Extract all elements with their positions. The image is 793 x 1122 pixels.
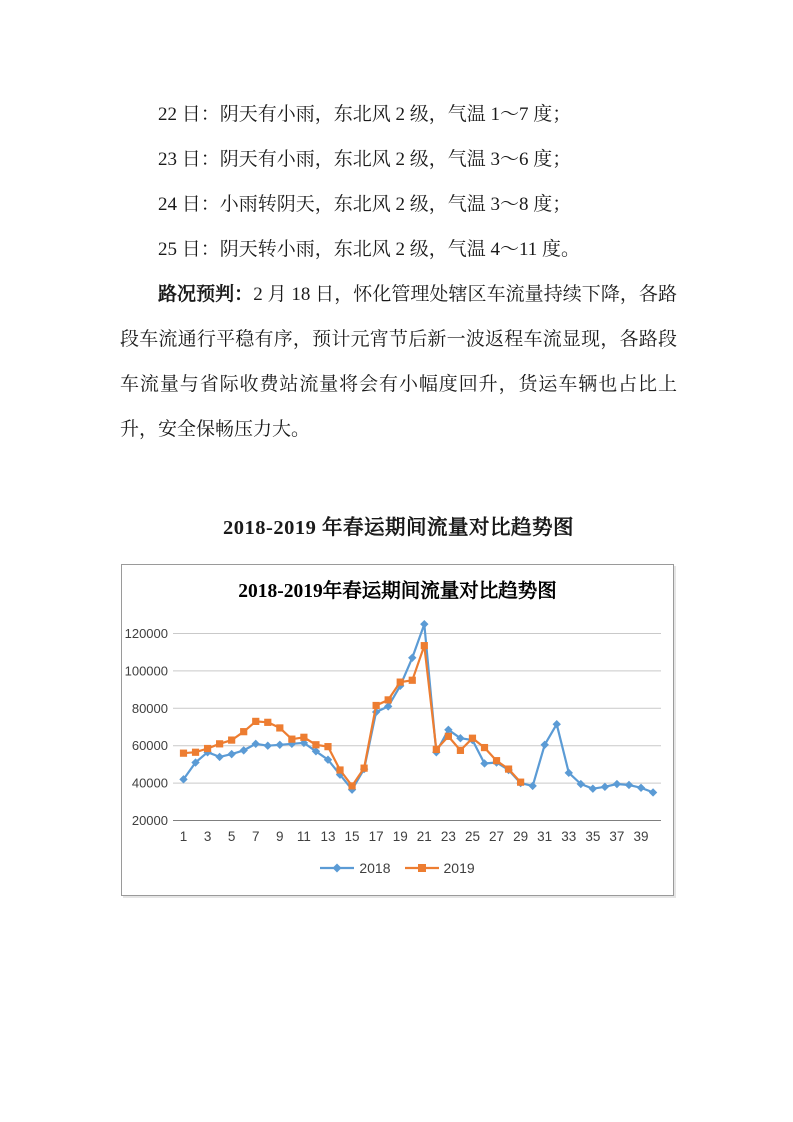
data-point-marker xyxy=(216,740,223,747)
data-point-marker xyxy=(589,785,597,793)
svg-text:13: 13 xyxy=(320,829,336,844)
data-point-marker xyxy=(409,677,416,684)
data-point-marker xyxy=(204,745,211,752)
svg-text:100000: 100000 xyxy=(124,663,168,679)
data-point-marker xyxy=(517,779,524,786)
data-point-marker xyxy=(373,702,380,709)
data-point-marker xyxy=(421,642,428,649)
svg-text:60000: 60000 xyxy=(131,738,168,754)
data-point-marker xyxy=(276,741,284,749)
data-point-marker xyxy=(385,696,392,703)
data-point-marker xyxy=(505,765,512,772)
data-point-marker xyxy=(252,718,259,725)
svg-text:19: 19 xyxy=(392,829,408,844)
data-point-marker xyxy=(192,749,199,756)
svg-text:5: 5 xyxy=(227,829,236,844)
diamond-legend-marker-icon xyxy=(320,862,354,874)
forecast-label: 路况预判： xyxy=(158,284,254,305)
svg-text:1: 1 xyxy=(179,829,188,844)
data-point-marker xyxy=(300,734,307,741)
svg-text:23: 23 xyxy=(440,829,456,844)
data-point-marker xyxy=(480,759,488,767)
svg-text:37: 37 xyxy=(609,829,625,844)
svg-text:3: 3 xyxy=(203,829,212,844)
data-point-marker xyxy=(276,724,283,731)
weather-line-24: 24 日：小雨转阴天，东北风 2 级，气温 3～8 度； xyxy=(158,194,572,215)
svg-text:11: 11 xyxy=(296,829,311,844)
data-point-marker xyxy=(361,765,368,772)
svg-text:39: 39 xyxy=(633,829,649,844)
legend-item-2018 xyxy=(320,860,390,876)
chart-legend xyxy=(122,860,673,876)
data-point-marker xyxy=(252,740,260,748)
svg-text:120000: 120000 xyxy=(124,626,168,641)
flow-comparison-chart xyxy=(121,564,674,896)
data-point-marker xyxy=(445,733,452,740)
gridlines xyxy=(173,634,661,821)
svg-text:15: 15 xyxy=(344,829,360,844)
legend-label: 2019 xyxy=(443,860,475,876)
data-point-marker xyxy=(227,750,235,758)
svg-text:20000: 20000 xyxy=(131,813,168,828)
data-point-marker xyxy=(457,747,464,754)
series-2019 xyxy=(180,642,524,789)
data-point-marker xyxy=(625,781,633,789)
svg-text:80000: 80000 xyxy=(131,700,168,716)
weather-line-22: 22 日：阴天有小雨，东北风 2 级，气温 1～7 度； xyxy=(158,104,572,125)
chart-title: 2018-2019年春运期间流量对比趋势图 xyxy=(238,581,557,602)
x-axis-labels xyxy=(180,829,649,844)
data-point-marker xyxy=(215,753,223,761)
data-point-marker xyxy=(312,741,319,748)
data-point-marker xyxy=(469,735,476,742)
data-point-marker xyxy=(288,736,295,743)
svg-text:17: 17 xyxy=(368,829,384,844)
data-point-marker xyxy=(481,744,488,751)
traffic-forecast-paragraph xyxy=(120,272,677,452)
data-point-marker xyxy=(264,742,272,750)
svg-text:9: 9 xyxy=(276,829,284,844)
y-axis-labels xyxy=(125,626,168,828)
data-point-marker xyxy=(408,654,416,662)
svg-text:7: 7 xyxy=(251,829,260,844)
data-point-marker xyxy=(397,679,404,686)
data-point-marker xyxy=(649,788,657,796)
data-point-marker xyxy=(420,620,428,628)
data-point-marker xyxy=(336,766,343,773)
legend-item-2019 xyxy=(405,860,475,876)
legend-label: 2018 xyxy=(359,860,391,876)
svg-text:33: 33 xyxy=(561,829,577,844)
data-point-marker xyxy=(264,719,271,726)
data-point-marker xyxy=(601,783,609,791)
data-point-marker xyxy=(348,782,355,789)
weather-line-25: 25 日：阴天转小雨，东北风 2 级，气温 4～11 度。 xyxy=(158,239,581,260)
data-point-marker xyxy=(228,736,235,743)
data-point-marker xyxy=(324,743,331,750)
svg-text:25: 25 xyxy=(464,829,480,844)
data-point-marker xyxy=(240,746,248,754)
data-point-marker xyxy=(240,728,247,735)
svg-text:31: 31 xyxy=(537,829,553,844)
line-plot-svg xyxy=(122,565,673,895)
svg-text:35: 35 xyxy=(585,829,601,844)
report-text-section xyxy=(120,92,677,452)
chart-caption: 2018-2019 年春运期间流量对比趋势图 xyxy=(223,517,574,539)
svg-text:27: 27 xyxy=(489,829,505,844)
weather-line-23: 23 日：阴天有小雨，东北风 2 级，气温 3～6 度； xyxy=(158,149,572,170)
svg-text:40000: 40000 xyxy=(131,775,168,791)
data-point-marker xyxy=(180,750,187,757)
data-point-marker xyxy=(637,784,645,792)
data-point-marker xyxy=(613,780,621,788)
square-legend-marker-icon xyxy=(405,862,439,874)
data-point-marker xyxy=(433,746,440,753)
svg-text:29: 29 xyxy=(513,829,529,844)
svg-text:21: 21 xyxy=(416,829,432,844)
forecast-text: 2 月 18 日，怀化管理处辖区车流量持续下降，各路段车流通行平稳有序，预计元宵节后新一波返程车流显现，各路段车流量与省际收费站流量将会有小幅度回升，货运车辆也占比上升，安全保畅压力大。 xyxy=(120,284,677,440)
data-point-marker xyxy=(493,757,500,764)
